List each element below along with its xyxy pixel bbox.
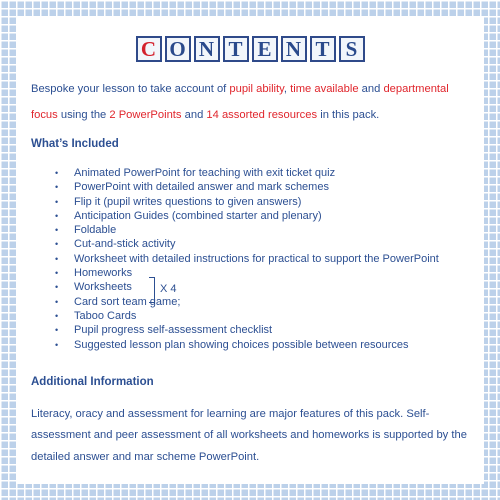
bullet-icon: • [55,239,59,250]
title-letter-tile: E [252,36,278,62]
list-item: • Anticipation Guides (combined starter and plenary) [55,209,322,222]
list-item: • Foldable [55,224,117,237]
list-item: • PowerPoint with detailed answer and mark schemes [55,181,329,194]
whats-included-heading: What’s Included [31,138,119,150]
bullet-icon: • [55,210,59,221]
intro-text: using the [57,109,110,121]
bullet-icon: • [55,253,59,264]
title-letter-tile: C [136,36,162,62]
intro-text: and [181,109,207,121]
included-list [16,166,484,352]
bullet-icon: • [55,325,59,336]
title-letter-tile: T [310,36,336,62]
intro-text: in this pack. [317,109,380,121]
intro-text: Bespoke your lesson to take account of [31,83,230,95]
list-item: • Card sort team game; [55,295,181,308]
title-letter-tile: S [339,36,365,62]
list-item: • Worksheet with detailed instructions for practical to support the PowerPoint [55,252,439,265]
bullet-icon: • [55,282,59,293]
highlight-powerpoints: 2 PowerPoints [109,109,182,121]
title-letter-tile: N [194,36,220,62]
intro-paragraph [31,76,471,128]
title-letter-tile: O [165,36,191,62]
bullet-icon: • [55,310,59,321]
list-item: • Cut-and-stick activity [55,238,176,251]
intro-text: , [283,83,291,95]
bullet-icon: • [55,339,59,350]
bullet-icon: • [55,296,59,307]
highlight-pupil-ability: pupil ability [229,83,284,95]
highlight-departmental-focus: departmental focus [31,83,449,121]
additional-info-heading: Additional Information [31,376,154,388]
intro-text: and [358,83,384,95]
list-item: • Animated PowerPoint for teaching with exit ticket quiz [55,167,336,179]
list-item: • Flip it (pupil writes questions to given answers) [55,195,302,208]
list-item: • Worksheets [55,281,132,294]
highlight-time-available: time available [290,83,359,95]
list-item: • Taboo Cards [55,309,137,322]
highlight-resources: 14 assorted resources [206,109,318,121]
bracket-icon [149,277,155,303]
bullet-icon: • [55,182,59,193]
contents-card [16,16,484,484]
list-item: • Homeworks [55,267,133,280]
contents-title [16,36,484,62]
multiplier-label: X 4 [160,283,177,295]
bullet-icon: • [55,168,59,178]
list-item: • Suggested lesson plan showing choices possible between resources [55,338,409,351]
title-letter-tile: N [281,36,307,62]
title-letter-tile: T [223,36,249,62]
list-item: • Pupil progress self-assessment checklist [55,324,273,337]
bullet-icon: • [55,225,59,236]
additional-info-text: Literacy, oracy and assessment for learning are major features of this pack. Self-assessment and peer assessment of all worksheets and homeworks is supported by the detailed answer and mar scheme PowerPoint. [31,408,467,463]
bullet-icon: • [55,196,59,207]
bullet-icon: • [55,268,59,279]
